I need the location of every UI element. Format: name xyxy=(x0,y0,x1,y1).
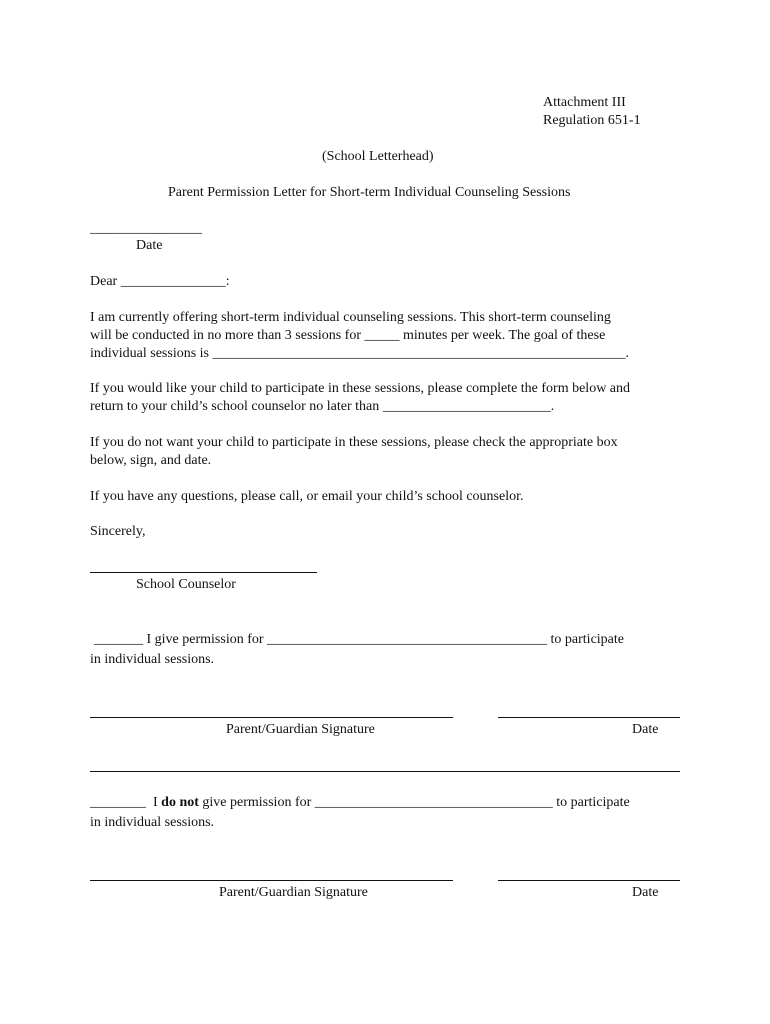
parent-signature-label-no: Parent/Guardian Signature xyxy=(219,885,368,900)
permission-no-suffix: give permission for __________________________________ to participate xyxy=(198,795,630,810)
closing: Sincerely, xyxy=(90,524,146,539)
permission-no-prefix: ________ I xyxy=(90,795,162,810)
parent-signature-line-yes xyxy=(90,717,453,718)
counselor-label: School Counselor xyxy=(136,577,236,592)
paragraph-1-line-2: will be conducted in no more than 3 sessions for _____ minutes per week. The goal of these xyxy=(90,328,606,343)
permission-yes-line-1: _______ I give permission for ________________________________________ to participate xyxy=(94,632,624,647)
date-label: Date xyxy=(136,238,163,253)
salutation: Dear _______________: xyxy=(90,274,230,289)
page-title: Parent Permission Letter for Short-term Individual Counseling Sessions xyxy=(168,185,571,200)
permission-no-emphasis: do not xyxy=(161,795,199,810)
date-line-yes xyxy=(498,717,680,718)
paragraph-1-line-1: I am currently offering short-term individual counseling sessions. This short-term counseling xyxy=(90,310,611,325)
permission-yes-line-2: in individual sessions. xyxy=(90,652,215,667)
date-label-no: Date xyxy=(632,885,659,900)
paragraph-2-line-1: If you would like your child to participate in these sessions, please complete the form below and xyxy=(90,381,631,396)
attachment-label: Attachment III xyxy=(543,95,626,110)
counselor-signature-line xyxy=(90,572,317,573)
parent-signature-line-no xyxy=(90,880,453,881)
permission-no-line-2: in individual sessions. xyxy=(90,815,215,830)
date-label-yes: Date xyxy=(632,722,659,737)
paragraph-3-line-2: below, sign, and date. xyxy=(90,453,212,468)
paragraph-3-line-1: If you do not want your child to participate in these sessions, please check the appropriate box xyxy=(90,435,618,450)
date-line-no xyxy=(498,880,680,881)
date-line: ________________ xyxy=(90,221,202,236)
regulation-label: Regulation 651-1 xyxy=(543,113,641,128)
permission-no-line-1 xyxy=(90,794,630,812)
paragraph-1-line-3: individual sessions is ___________________________________________________________. xyxy=(90,346,630,361)
paragraph-2-line-2: return to your child’s school counselor no later than ________________________. xyxy=(90,399,555,414)
parent-signature-label-yes: Parent/Guardian Signature xyxy=(226,722,375,737)
section-divider xyxy=(90,771,680,772)
letterhead-placeholder: (School Letterhead) xyxy=(322,149,434,164)
paragraph-4: If you have any questions, please call, or email your child’s school counselor. xyxy=(90,489,524,504)
